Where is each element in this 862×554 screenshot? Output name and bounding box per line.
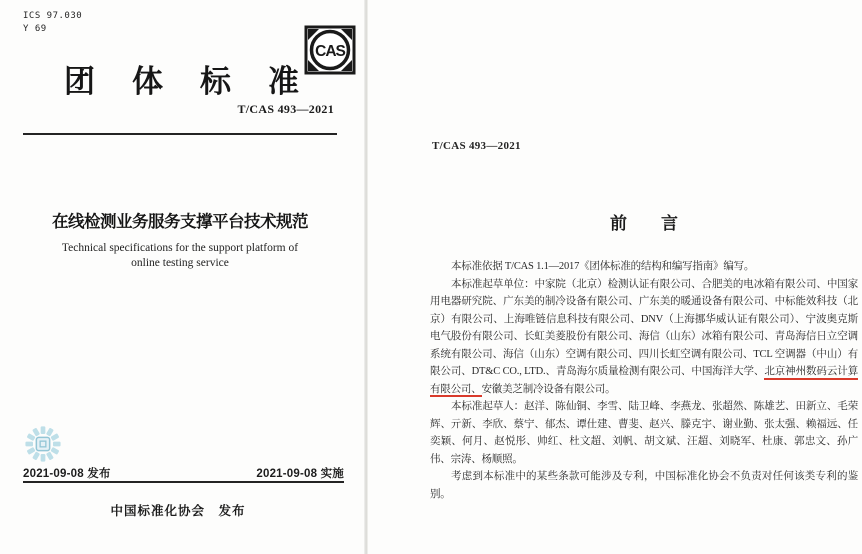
cas-logo-text: CAS <box>315 43 345 60</box>
paragraph-text: 本标准依据 T/CAS 1.1—2017《团体标准的结构和编写指南》编写。 <box>451 261 755 272</box>
paragraph-text: 考虑到本标准中的某些条款可能涉及专利，中国标准化协会不负责对任何该类专利的鉴别。 <box>430 471 858 500</box>
standard-title-en-line1: Technical specifications for the support platform of <box>61 242 299 254</box>
standard-number: T/CAS 493—2021 <box>237 102 334 116</box>
ics-code: ICS 97.030 <box>23 11 83 21</box>
foreword-page <box>366 0 862 554</box>
foreword-paragraph <box>430 468 858 503</box>
cover-top-rule <box>23 133 337 135</box>
paragraph-text: 本标准起草人：赵洋、陈仙铜、李雪、陆卫峰、李燕龙、张超然、陈雄艺、田新立、毛荣辉、亓新、李欣、蔡宁、郁杰、谭仕建、曹斐、赵兴、滕克宇、谢业勤、张太强、赖福远、任奕颖、何月、赵悦彤、帅红、杜文超、刘帆、胡文斌、汪超、刘晓军、杜康、郭忠文、孙广伟、宗涛、杨顺照。 <box>430 401 858 465</box>
publisher-line: 中国标准化协会 发布 <box>110 504 246 518</box>
standard-title-en <box>23 241 337 271</box>
cover-page <box>0 0 366 554</box>
holographic-seal-icon <box>24 425 62 468</box>
paragraph-text: 安徽美芝制冷设备有限公司。 <box>481 383 616 395</box>
foreword-paragraph <box>430 276 858 399</box>
foreword-body <box>430 258 858 503</box>
page-header-standard-number: T/CAS 493—2021 <box>432 140 521 152</box>
standard-title-en-line2: online testing service <box>131 257 229 269</box>
cover-bottom-rule <box>23 481 344 483</box>
ics-classification-block <box>23 10 82 36</box>
issue-date: 2021-09-08 发布 <box>23 468 111 480</box>
doc-class-code: Y 69 <box>23 24 47 34</box>
foreword-paragraph <box>430 258 858 276</box>
implement-date: 2021-09-08 实施 <box>256 468 344 480</box>
highlighted-company-name: 北京神州数码云计算有限公司、 <box>430 366 858 397</box>
foreword-paragraph <box>430 398 858 468</box>
date-row <box>23 465 344 481</box>
foreword-title: 前 言 <box>610 214 678 233</box>
document-type-title: 团体标准 <box>64 64 336 99</box>
paragraph-text: 本标准起草单位：中家院（北京）检测认证有限公司、合肥美的电冰箱有限公司、中国家用电器研究院、广东美的制冷设备有限公司、广东美的暖通设备有限公司、中标能效科技（北京）有限公司、上海唯链信息科技有限公司、DNV（上海挪华威认证有限公司）、宁波奥克斯电气股份有限公司、长虹美菱股份有限公司、海信（山东）冰箱有限公司、青岛海信日立空调系统有限公司、海信（山东）空调有限公司、四川长虹空调有限公司、TCL 空调器（中山）有限公司、DT&C CO., LTD.、青岛海尔质量检测有限公司、中国海洋大学、 <box>430 278 858 377</box>
standard-title-zh: 在线检测业务服务支撑平台技术规范 <box>52 213 308 231</box>
